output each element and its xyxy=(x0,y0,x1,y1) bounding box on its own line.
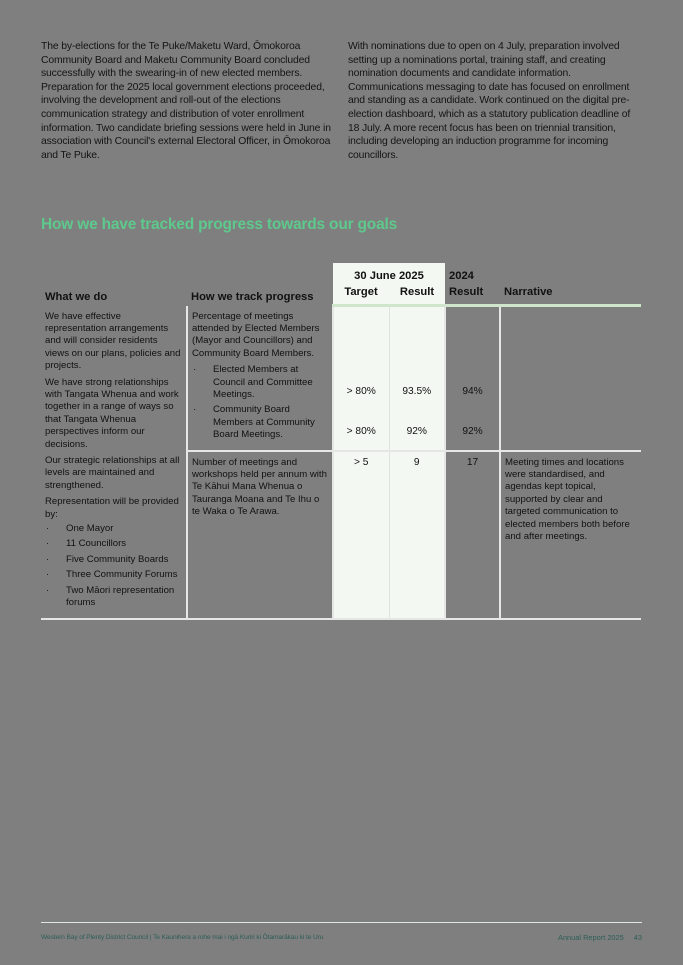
page-number: 43 xyxy=(633,933,642,942)
header-target: Target xyxy=(333,285,389,306)
target-value: > 80% xyxy=(346,426,376,438)
table-row xyxy=(41,306,641,451)
intro-paragraph-right: With nominations due to open on 4 July, preparation involved setting up a nominations portal, training staff, and creating nomination documents and candidate information. Communications messaging to date has focused on enrollment and standing as a candidate. Work continued on the digital pre-election dashboard, which as a statutory publication deadline of 18 July. A more recent focus has been on triennial transition, including developing an induction programme for incoming councillors. xyxy=(348,41,631,161)
narrative-cell: Meeting times and locations were standardised, and agendas kept topical, supported by clear and targeted communication to elected members both before and after meetings. xyxy=(500,451,641,619)
target-value: > 80% xyxy=(346,386,376,397)
list-item: · Two Māori representation forums xyxy=(45,585,182,610)
goal-statement: We have strong relationships with Tangata Whenua and work together in a range of ways so that Tangata Whenua perspectives inform our decisions. xyxy=(45,376,179,450)
table-header-row-top xyxy=(41,263,641,285)
target-value: > 5 xyxy=(333,451,389,619)
measure-text: Percentage of meetings attended by Elected Members (Mayor and Councillors) and Community Board Members. xyxy=(192,310,320,359)
list-item: · Three Community Forums xyxy=(45,569,182,581)
result-cell xyxy=(389,306,445,451)
footer-report-info xyxy=(548,933,642,942)
representation-list xyxy=(45,523,182,609)
list-item: · Five Community Boards xyxy=(45,554,182,566)
representation-intro: Representation will be provided by: xyxy=(45,496,179,520)
footer-divider xyxy=(41,922,642,923)
measure-attendance xyxy=(187,306,333,451)
target-cell xyxy=(333,306,389,451)
sub-measure-item: · Community Board Members at Community Board Meetings. xyxy=(192,404,328,441)
goal-statement: We have effective representation arrangements and will consider residents views on our plans, policies and projects. xyxy=(45,310,181,372)
result-2024-value: 94% xyxy=(462,386,483,397)
what-we-do-cell xyxy=(41,306,187,619)
measure-meetings: Number of meetings and workshops held per annum with Te Kāhui Mana Whenua o Tauranga Moana and Te Ihu o te Waka o Te Arawa. xyxy=(187,451,333,619)
footer-report-title: Annual Report 2025 xyxy=(558,933,624,942)
header-result-2025: Result xyxy=(389,285,445,306)
result-2024-value: 17 xyxy=(445,451,500,619)
header-period-2025: 30 June 2025 xyxy=(333,263,445,285)
list-item: · 11 Councillors xyxy=(45,538,182,550)
narrative-cell xyxy=(500,306,641,451)
header-result-2024: Result xyxy=(445,285,500,306)
header-how-we-track: How we track progress xyxy=(191,290,314,303)
header-year-2024: 2024 xyxy=(449,270,474,282)
result-2024-cell xyxy=(445,306,500,451)
header-narrative: Narrative xyxy=(500,285,641,306)
header-empty xyxy=(500,263,641,285)
section-title: How we have tracked progress towards our goals xyxy=(41,216,398,233)
goal-statement: Our strategic relationships at all levels are maintained and strengthened. xyxy=(45,454,180,491)
result-value: 9 xyxy=(389,451,445,619)
intro-paragraph-left: The by-elections for the Te Puke/Maketu Ward, Ōmokoroa Community Board and Maketu Community Board concluded successfully with the swearing-in of new elected members. Preparation for the 2025 local government elections proceeded, involving the development and roll-out of the elections communication strategy and distribution of voter enrollment information. Two candidate briefing sessions were held in June in association with Council's external Electoral Officer, in Ōmokoroa and Te Puke. xyxy=(41,41,331,161)
progress-table xyxy=(41,263,641,620)
result-value: 93.5% xyxy=(402,386,432,397)
sub-measure-item: · Elected Members at Council and Committee Meetings. xyxy=(192,364,328,401)
list-item: · One Mayor xyxy=(45,523,182,535)
footer-organisation: Western Bay of Plenty District Council | Te Kaunihera a rohe mai i ngā Kuriri ki Ōtamarākau ki te Uru xyxy=(41,934,324,941)
result-value: 92% xyxy=(406,426,427,438)
result-2024-value: 92% xyxy=(462,426,483,438)
header-what-we-do: What we do xyxy=(45,290,108,303)
sub-measure-list xyxy=(192,364,328,441)
